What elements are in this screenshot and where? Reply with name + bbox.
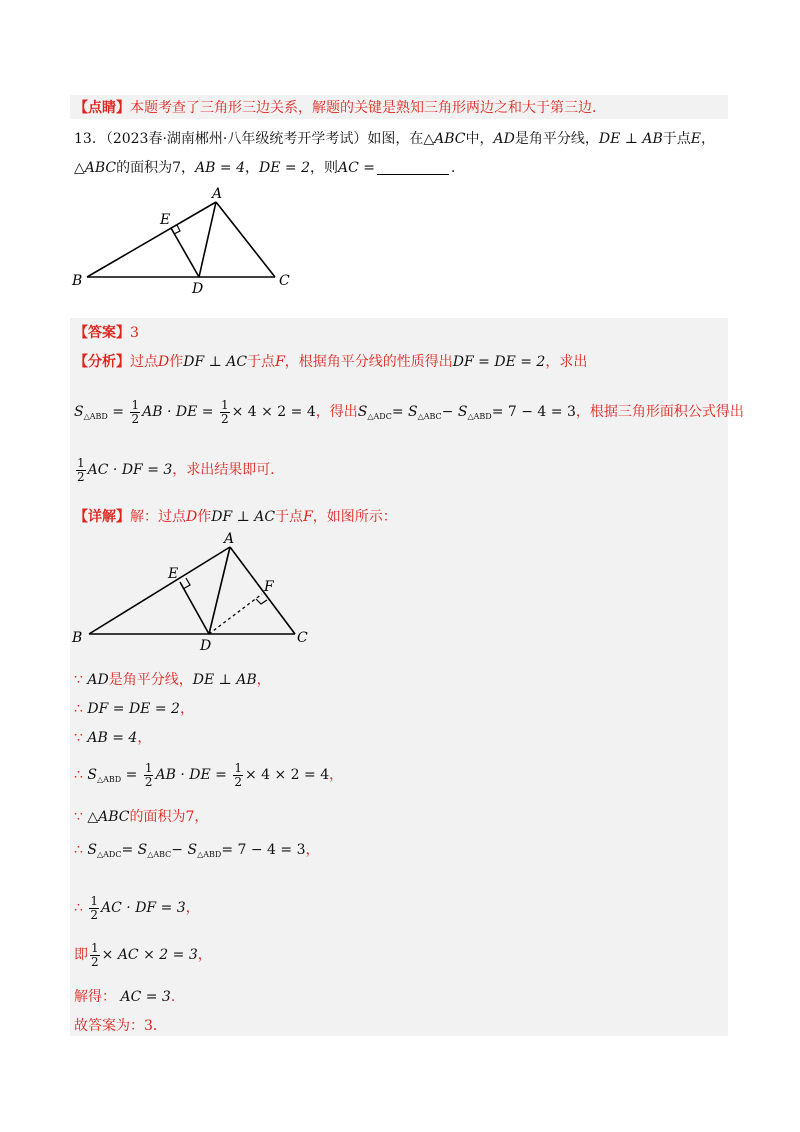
question-ad: AD: [493, 131, 515, 147]
detail-text: 作: [197, 509, 212, 525]
question-source: （2023春·湖南郴州·八年级统考开学考试）如图，在: [105, 131, 424, 147]
analysis-text: 于点: [247, 354, 276, 370]
label-b: B: [72, 273, 83, 289]
right-angle-mark-f: [256, 599, 267, 604]
analysis-tag: 【分析】: [74, 354, 130, 370]
analysis-line-2: [74, 398, 744, 431]
step-prefix: 即: [74, 947, 88, 963]
step-math: △ABC: [87, 809, 130, 825]
step-text: ，: [197, 947, 212, 963]
step-math: AD: [87, 672, 109, 688]
fraction-denominator: 2: [91, 954, 99, 969]
question-text: 的面积为7，: [116, 160, 196, 176]
label-c: C: [279, 273, 290, 289]
step-text: ．: [170, 989, 185, 1005]
half-fraction: [76, 457, 86, 484]
step-5: [74, 807, 208, 827]
half-fraction: [220, 399, 230, 426]
question-text: 于点: [662, 131, 691, 147]
detail-tag: 【详解】: [74, 509, 130, 525]
fraction-denominator: 2: [234, 774, 242, 789]
half-fraction: [233, 762, 243, 789]
analysis-line-3: [74, 456, 284, 484]
question-triangle: △ABC: [74, 160, 117, 176]
final-answer: 故答案为：3．: [74, 1018, 167, 1034]
step-text: ，: [137, 730, 152, 746]
segment-ad: [199, 202, 216, 277]
analysis-equation: AB · DE =: [142, 404, 214, 420]
step-text: ，: [256, 672, 271, 688]
step-math: DF = DE = 2: [87, 701, 180, 717]
step-8: [74, 941, 212, 969]
step-math: × AC × 2 = 3: [101, 947, 198, 963]
step-area-symbol: S: [87, 767, 97, 783]
figure-1: [66, 186, 306, 296]
step-prefix: 解得：: [74, 989, 116, 1005]
figure-2: [66, 530, 326, 656]
step-4: [74, 761, 343, 794]
detail-line: [74, 507, 397, 527]
question-ab: AB = 4: [195, 160, 245, 176]
segment-ad: [209, 547, 230, 634]
analysis-text: ，根据三角形面积公式得出: [575, 404, 744, 420]
half-fraction: [144, 762, 154, 789]
analysis-text: 作: [169, 354, 184, 370]
label-a: A: [212, 186, 223, 202]
question-de: DE = 2: [259, 160, 310, 176]
segment-de: [171, 228, 199, 277]
analysis-equation: = 7 − 4 = 3: [491, 404, 576, 420]
fraction-numerator: 1: [90, 893, 99, 908]
label-c: C: [297, 630, 308, 646]
analysis-text: ，求出结果即可．: [172, 462, 285, 478]
half-fraction: [90, 942, 100, 969]
question-text: ．: [451, 160, 465, 176]
fraction-numerator: 1: [220, 397, 229, 412]
answer-blank: [377, 160, 449, 175]
therefore-symbol: ∴: [74, 842, 83, 858]
step-area-symbol: S: [87, 842, 97, 858]
fraction-denominator: 2: [131, 411, 140, 426]
analysis-equation: AC · DF = 3: [87, 462, 173, 478]
analysis-equation: = S: [391, 404, 418, 420]
step-text: 的面积为7，: [129, 809, 209, 825]
step-math: AB · DE =: [155, 767, 227, 783]
question-perp: DE ⊥ AB: [598, 131, 663, 147]
analysis-text: ，求出: [545, 354, 588, 370]
step-text: ，: [179, 701, 194, 717]
step-text: 是角平分线，: [108, 672, 193, 688]
therefore-symbol: ∴: [74, 900, 83, 916]
analysis-subscript: △ADC: [367, 412, 392, 421]
answer-value: 3: [130, 325, 139, 341]
fraction-denominator: 2: [77, 469, 85, 484]
because-symbol: ∵: [74, 730, 83, 746]
question-text: ，: [245, 160, 259, 176]
because-symbol: ∵: [74, 672, 83, 688]
step-7: [74, 894, 200, 922]
step-subscript: △ADC: [96, 850, 122, 859]
analysis-subscript: △ABD: [83, 412, 108, 421]
fraction-numerator: 1: [234, 760, 242, 775]
analysis-text: ，根据角平分线的性质得出: [284, 354, 453, 370]
comment-text: 本题考查了三角形三边关系，解题的关键是熟知三角形两边之和大于第三边．: [130, 100, 606, 116]
analysis-text: 过点: [130, 354, 158, 370]
analysis-equals: =: [112, 404, 125, 420]
analysis-point: F: [275, 354, 285, 370]
step-text: ，: [185, 900, 200, 916]
step-9: [74, 987, 185, 1007]
comment-line: [74, 98, 606, 118]
segment-de: [180, 582, 209, 634]
question-text: ，则: [309, 160, 338, 176]
step-math: × 4 × 2 = 4: [244, 767, 330, 783]
analysis-point: D: [158, 354, 170, 370]
step-math: AC · DF = 3: [101, 900, 186, 916]
step-subscript: △ABD: [96, 775, 122, 784]
step-subscript: △ABC: [147, 850, 172, 859]
detail-point: F: [303, 509, 313, 525]
half-fraction: [130, 399, 140, 426]
question-line-1: [74, 129, 715, 149]
fraction-denominator: 2: [220, 411, 229, 426]
analysis-perp: DF ⊥ AC: [183, 354, 248, 370]
label-d: D: [192, 281, 204, 296]
analysis-area-symbol: S: [357, 404, 368, 420]
right-angle-mark-e: [183, 578, 190, 589]
fraction-numerator: 1: [91, 940, 99, 955]
fraction-numerator: 1: [131, 397, 140, 412]
step-2: [74, 699, 194, 719]
question-point-e: E: [690, 131, 701, 147]
label-b: B: [72, 630, 83, 646]
detail-text: 解：过点: [130, 509, 186, 525]
step-3: [74, 728, 151, 748]
step-math: = S: [121, 842, 148, 858]
label-e: E: [168, 566, 179, 582]
step-equals: =: [125, 767, 138, 783]
analysis-subscript: △ABC: [417, 412, 442, 421]
question-line-2: [74, 158, 465, 178]
answer-line: [74, 323, 139, 343]
fraction-denominator: 2: [144, 774, 153, 789]
step-math: DE ⊥ AB: [192, 672, 257, 688]
fraction-numerator: 1: [144, 760, 153, 775]
segment-ba: [89, 547, 230, 634]
step-10: [74, 1016, 167, 1036]
segment-ba: [87, 202, 216, 277]
step-6: [74, 840, 319, 865]
step-1: [74, 670, 271, 690]
analysis-equation: − S: [441, 404, 468, 420]
step-math: = 7 − 4 = 3: [221, 842, 306, 858]
segment-ac: [216, 202, 275, 277]
half-fraction: [89, 895, 99, 922]
segment-ac: [230, 547, 295, 634]
question-text: ，: [701, 131, 715, 147]
step-text: ，: [305, 842, 320, 858]
question-triangle: △ABC: [423, 131, 466, 147]
detail-text: 于点: [275, 509, 304, 525]
label-a: A: [224, 531, 235, 547]
step-math: AC = 3: [120, 989, 171, 1005]
label-f: F: [264, 579, 274, 595]
question-number: 13．: [74, 131, 106, 147]
analysis-subscript: △ABD: [467, 412, 492, 421]
detail-point: D: [186, 509, 198, 525]
answer-tag: 【答案】: [74, 325, 130, 341]
question-ac: AC =: [337, 160, 375, 176]
step-math: AB = 4: [87, 730, 138, 746]
comment-tag: 【点睛】: [74, 100, 130, 116]
analysis-area-symbol: S: [74, 404, 84, 420]
detail-perp: DF ⊥ AC: [211, 509, 276, 525]
therefore-symbol: ∴: [74, 701, 83, 717]
step-text: ，: [329, 767, 344, 783]
detail-text: ，如图所示：: [312, 509, 397, 525]
analysis-equation: × 4 × 2 = 4: [231, 404, 316, 420]
analysis-equation: DF = DE = 2: [452, 354, 546, 370]
step-subscript: △ABD: [197, 850, 222, 859]
label-d: D: [200, 638, 212, 654]
question-text: 中，: [465, 131, 494, 147]
analysis-text: ，得出: [315, 404, 358, 420]
because-symbol: ∵: [74, 809, 83, 825]
therefore-symbol: ∴: [74, 767, 83, 783]
analysis-line-1: [74, 352, 587, 372]
question-text: 是角平分线，: [514, 131, 599, 147]
label-e: E: [160, 212, 171, 228]
step-math: − S: [171, 842, 198, 858]
fraction-numerator: 1: [77, 455, 85, 470]
fraction-denominator: 2: [90, 907, 99, 922]
